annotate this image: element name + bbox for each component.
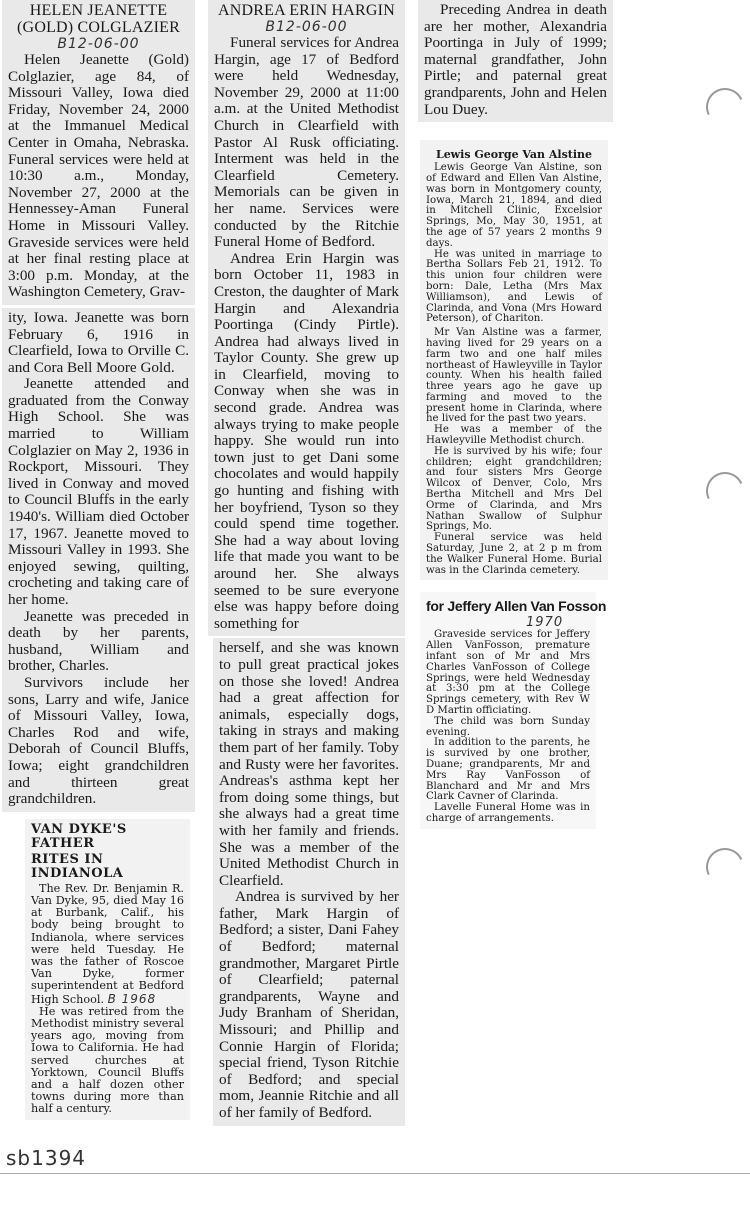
lewis-paragraph: He is survived by his wife; four children; eight grandchildren; and four sisters Mrs George Wilcox of Denver, Colo, Mrs Bertha Mitchell and Mrs Del Orme of Clarinda, and Mrs Nathan Swallow of Sulphur Springs, Mo. <box>426 445 602 533</box>
andrea-paragraph: Funeral services for Andrea Hargin, age 17 of Bedford were held Wednesday, November 29, 2000 at 11:00 a.m. at the United Methodist Church in Clearfield with Pastor Al Rusk officiating. Interment was held in the Clearfield Cemetery. Memorials can be given in her name. Services were conducted by the Ritchie Funeral Home of Bedford. <box>214 34 399 251</box>
lewis-paragraph: Lewis George Van Alstine, son of Edward and Ellen Van Alstine, was born in Montgomery county, Iowa, March 21, 1894, and died in Mitchell Clinic, Excelsior Springs, Mo, May 30, 1951, at the age of 57 years 2 months 9 days. <box>426 162 602 249</box>
jeffery-paragraph: The child was born Sunday evening. <box>426 715 590 738</box>
lewis-paragraph: He was a member of the Hawleyville Methodist church. <box>426 424 602 447</box>
punch-hole-mark <box>701 467 750 516</box>
helen-paragraph: Jeanette was preceded in death by her parents, husband, William and brother, Charles. <box>8 607 189 675</box>
punch-hole-mark <box>701 83 750 132</box>
helen-paragraph: Survivors include her sons, Larry and wife, Janice of Missouri Valley, Iowa, Charles Rod and wife, Deborah of Council Bluffs, Iowa; eight grandchildren and thirteen great grandchildren. <box>8 673 189 808</box>
andrea-obituary-part1 <box>208 0 405 636</box>
punch-hole-mark <box>701 843 750 892</box>
jeffery-title: for Jeffery Allen Van Fosson <box>426 598 607 615</box>
column-left <box>2 0 195 1120</box>
lewis-obituary <box>420 140 608 580</box>
lewis-title: Lewis George Van Alstine <box>435 148 593 162</box>
lewis-paragraph: Mr Van Alstine was a farmer, having lived for 29 years on a farm two and one half miles northeast of Hawleyville in Taylor county. When his health failed three years ago he gave up farming and moved to the present home in Clarinda, where he lived for the past two years. <box>426 327 602 425</box>
helen-obituary-part1 <box>2 0 195 305</box>
jeffery-handwritten-date: 1970 <box>526 615 564 631</box>
andrea-title: ANDREA ERIN HARGIN <box>218 2 395 19</box>
vandyke-paragraph <box>31 883 184 1006</box>
helen-title-line2: (GOLD) COLGLAZIER <box>17 19 180 36</box>
andrea-paragraph: Andrea Erin Hargin was born October 11, 1983 in Creston, the daughter of Mark Hargin and Alexandria Poortinga (Cindy Pirtle). Andrea had always lived in Taylor County. She grew up in Clearfield, moving to Conway when she was in second grade. Andrea was always trying to make people happy. She would run into town just to get Dani some chocolates and would happily go hunting and fishing with her boyfriend, Tyson so they could spend time together. She had a way about loving life that made you want to be around her. She always seemed to be sure everyone else was happy before doing something for <box>214 249 399 632</box>
helen-obituary-part2 <box>2 308 195 812</box>
andrea-obituary-part2 <box>213 638 405 1125</box>
helen-paragraph: Jeanette attended and graduated from the Conway High School. She was married to William Colglazier on May 2, 1936 in Rockport, Missouri. They lived in Conway and moved to Council Bluffs in the early 1940's. William died October 17, 1967. Jeanette moved to Missouri Valley in 1993. She enjoyed sewing, quilting, crocheting and taking care of her home. <box>8 375 189 608</box>
vandyke-title-line1: VAN DYKE'S FATHER <box>31 821 127 851</box>
andrea-paragraph: Andrea is survived by her father, Mark Hargin of Bedford; a sister, Dani Fahey of Bedford; maternal grandmother, Margaret Pirtle of Clearfield; paternal grandparents, Wayne and Judy Branham of Sheridan, Missouri; and Phillip and Connie Hargin of Florida; special friend, Tyson Ritchie of Bedford; and special mom, Jeannie Ritchie and all of her family of Bedford. <box>219 888 399 1121</box>
page-divider-line <box>0 1173 750 1174</box>
column-middle <box>208 0 405 1126</box>
andrea-paragraph: Preceding Andrea in death are her mother, Alexandria Poortinga in July of 1999; maternal grandfather, John Pirtle; and paternal great grandparents, John and Helen Lou Duey. <box>424 1 607 118</box>
page-mark-handwritten: sb1394 <box>6 1146 87 1170</box>
helen-title-line1: HELEN JEANETTE <box>29 2 168 19</box>
andrea-obituary-part3 <box>418 0 613 122</box>
vandyke-paragraph: He was retired from the Methodist ministry several years ago, moving from Iowa to California. He had served churches at Yorktown, Council Bluffs and a half dozen other towns during more than half a century. <box>31 1004 184 1116</box>
vandyke-title-line2: RITES IN INDIANOLA <box>31 851 124 881</box>
helen-handwritten-date: B12-06-00 <box>57 36 140 52</box>
jeffery-paragraph: Graveside services for Jeffery Allen VanFosson, premature infant son of Mr and Mrs Charles VanFosson of College Springs, were held Wednesday at 3:30 pm at the College Springs cemetery, with Rev W D Martin officiating. <box>426 629 590 717</box>
jeffery-paragraph: In addition to the parents, he is survived by one brother, Duane; grandparents, Mr and Mrs Ray VanFosson of Blanchard and Mr and Mrs Clark Cavner of Clarinda. <box>426 737 590 803</box>
page-footer <box>0 1146 750 1174</box>
lewis-paragraph: He was united in marriage to Bertha Sollars Feb 21, 1912. To this union four children were born: Dale, Letha (Mrs Max Williamson), and Lewis of Clarinda, and Vona (Mrs Howard Peterson), of Chariton. <box>426 248 602 325</box>
andrea-handwritten-date: B12-06-00 <box>265 19 348 35</box>
vandyke-obituary <box>25 819 190 1120</box>
vandyke-handwritten-date: B 1968 <box>107 991 157 1006</box>
jeffery-obituary <box>420 592 607 828</box>
helen-paragraph: Helen Jeanette (Gold) Colglazier, age 84, of Missouri Valley, Iowa died Friday, November 24, 2000 at the Immanuel Medical Center in Omaha, Nebraska. Funeral services were held at 10:30 a.m., Monday, November 27, 2000 at the Hennessey-Aman Funeral Home in Missouri Valley. Graveside services were held at her final resting place at 3:00 p.m. Monday, at the Washington Cemetery, Grav- <box>8 51 189 301</box>
andrea-paragraph: herself, and she was known to pull great practical jokes on those she loved! Andrea had a great affection for animals, especially dogs, taking in strays and making them part of her family. Toby and Rusty were her favorites. Andreas's asthma kept her from doing some things, but she always had a great time with her family and friends. She was a member of the United Methodist Church in Clearfield. <box>219 639 399 889</box>
jeffery-paragraph: Lavelle Funeral Home was in charge of arrangements. <box>426 802 590 824</box>
column-right <box>418 0 613 829</box>
vandyke-text: The Rev. Dr. Benjamin R. Van Dyke, 95, died May 16 at Burbank, Calif., his body being brought to Indianola, where services were held Tuesday. He was the father of Roscoe Van Dyke, former superintendent at Bedford High School. <box>31 881 184 1006</box>
helen-paragraph: ity, Iowa. Jeanette was born February 6, 1916 in Clearfield, Iowa to Orville C. and Cora Bell Moore Gold. <box>8 308 189 376</box>
lewis-paragraph: Funeral service was held Saturday, June 2, at 2 p m from the Walker Funeral Home. Burial was in the Clarinda cemetery. <box>426 532 602 576</box>
